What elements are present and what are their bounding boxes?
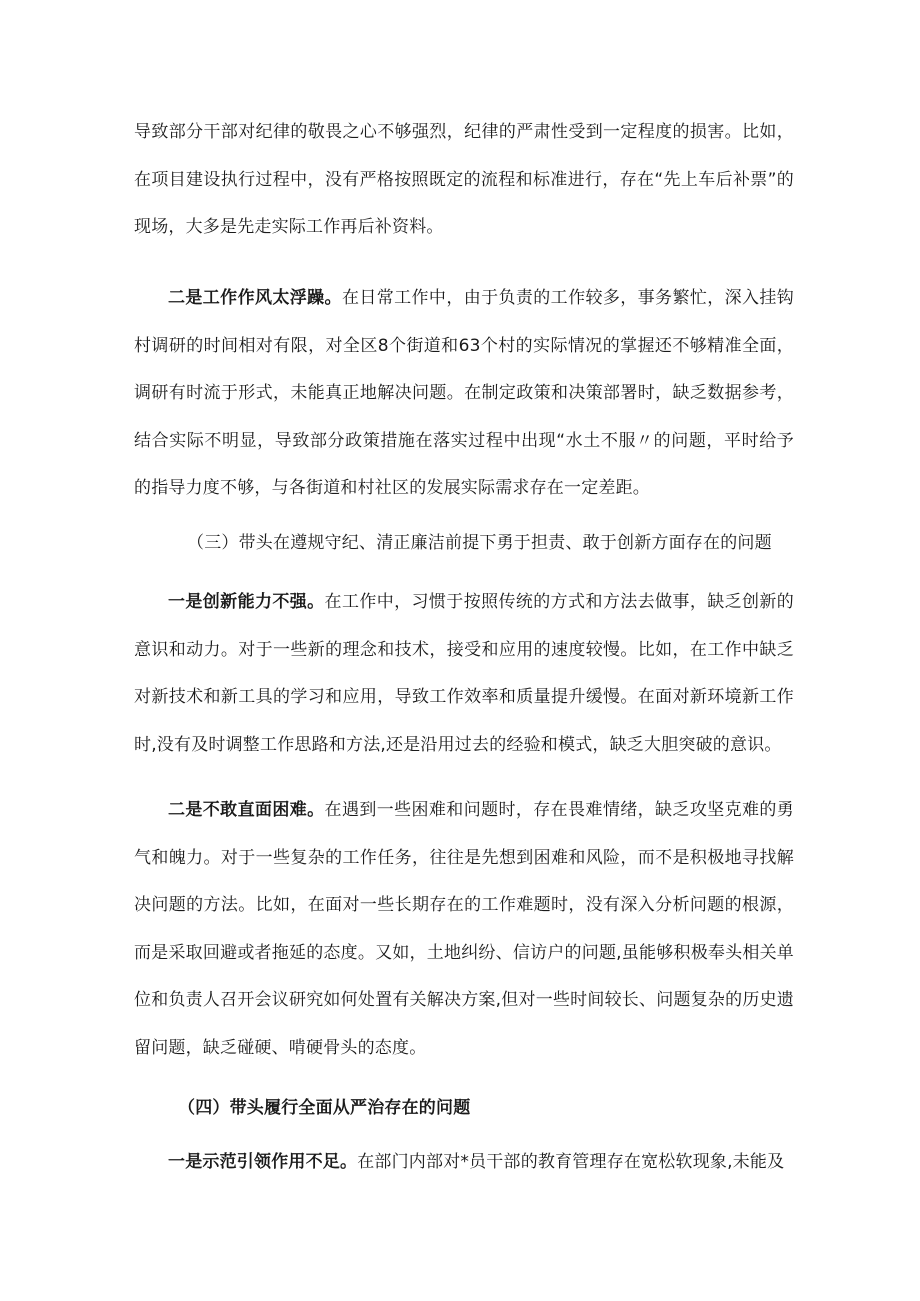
paragraph-text: 在工作中，习惯于按照传统的方式和方法去做事，缺乏创新的意识和动力。对于一些新的理念和技术，接受和应用的速度较慢。比如，在工作中缺乏对新技术和新工具的学习和应用，导致工作效率和质量提升缓慢。在面对新环境新工作时,没有及时调整工作思路和方法,还是沿用过去的经验和模式，缺乏大胆突破的意识。: [134, 592, 794, 755]
paragraph-difficulties: [134, 787, 794, 1073]
section-heading-4: （四）带头履行全面从严治存在的问题: [178, 1098, 471, 1118]
paragraph-lead: 一是创新能力不强。: [168, 592, 325, 612]
paragraph-lead: 一是示范引领作用不足。: [168, 1152, 358, 1172]
section-heading-3: （三）带头在遵规守纪、清正廉洁前提下勇于担责、敢于创新方面存在的问题: [187, 533, 772, 553]
paragraph-leadership: [134, 1139, 794, 1187]
paragraph-work-style: [134, 275, 794, 513]
paragraph-discipline-continuation: [134, 109, 794, 252]
paragraph-innovation: [134, 579, 794, 769]
paragraph-lead: 二是不敢直面困难。: [168, 800, 325, 820]
paragraph-text: 导致部分干部对纪律的敬畏之心不够强烈，纪律的严肃性受到一定程度的损害。比如，在项目建设执行过程中，没有严格按照既定的流程和标准进行，存在“先上车后补票”的现场，大多是先走实际工作再后补资料。: [134, 122, 794, 238]
paragraph-text: 在部门内部对*员干部的教育管理存在宽松软现象,未能及: [357, 1152, 785, 1172]
paragraph-lead: 二是工作作风太浮躁。: [168, 288, 342, 308]
paragraph-text: 在遇到一些困难和问题时，存在畏难情绪，缺乏攻坚克难的勇气和魄力。对于一些复杂的工作任务，往往是先想到困难和风险，而不是积极地寻找解决问题的方法。比如，在面对一些长期存在的工作难题时，没有深入分析问题的根源，而是采取回避或者拖延的态度。又如，土地纠纷、信访户的问题,虽能够积极奉头相关单位和负责人召开会议研究如何处置有关解决方案,但对一些时间较长、问题复杂的历史遗留问题，缺乏碰硬、啃硬骨头的态度。: [134, 800, 794, 1058]
paragraph-text: 在日常工作中，由于负责的工作较多，事务繁忙，深入挂钩村调研的时间相对有限，对全区8个街道和63个村的实际情况的掌握还不够精准全面，调研有时流于形式，未能真正地解决问题。在制定政策和决策部署时，缺乏数据参考，结合实际不明显，导致部分政策措施在落实过程中出现“水土不服〃的问题，平时给予的指导力度不够，与各街道和村社区的发展实际需求存在一定差距。: [134, 288, 795, 499]
